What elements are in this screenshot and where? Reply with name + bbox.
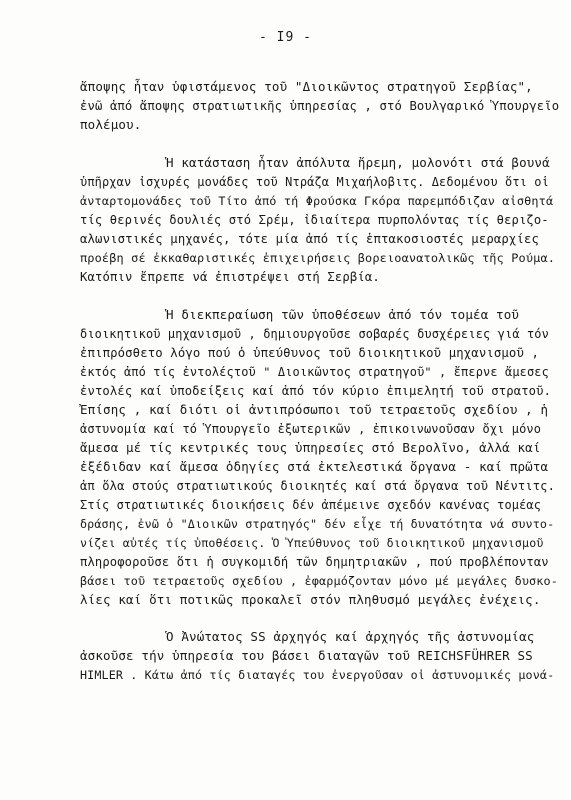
text-line: ἀσκοῦσε τήν ὑπηρεσία του βάσει διαταγῶν τοῦ REICHSFÜHRER SS bbox=[80, 648, 533, 663]
paragraph-start: Ἡ κατάσταση ἦταν ἀπόλυτα ἤρεμη, μολονότι στά βουνά bbox=[166, 155, 550, 170]
text-line: προέβη σέ ἐκκαθαριστικές ἐπιχειρήσεις βορειοανατολικῶς τῆς Ρούμα. bbox=[80, 251, 556, 265]
text-line: δράσης, ἐνῶ ὁ "Διοικῶν στρατηγός" δέν εἶχε τή δυνατότητα νά συντο- bbox=[80, 517, 555, 531]
page-number: - I9 - bbox=[259, 30, 312, 45]
paragraph-start: Ὁ Ἀνώτατος SS ἀρχηγός καί ἀρχηγός τῆς ἀστυνομίας bbox=[166, 629, 535, 644]
text-line: Στίς στρατιωτικές διοικήσεις δέν ἀπέμεινε σχεδόν κανένας τομέας bbox=[80, 498, 542, 512]
text-line: ἄποψης ἦταν ὑφιστάμενος τοῦ "Διοικῶντος στρατηγοῦ Σερβίας", bbox=[80, 79, 533, 94]
text-line: τίς θερινές δουλιές στό Σρέμ, ἰδιαίτερα πυρπολόντας τίς θεριζο- bbox=[80, 213, 549, 227]
text-line: ἀνταρτομονάδες τοῦ Τίτο ἀπό τή Φρούσκα Γκόρα παρεμπόδιζαν αἰσθητά bbox=[80, 194, 554, 208]
text-line: πληροφοροῦσε ὅτι ἡ συγκομιδή τῶν δημητριακῶν , πού προβλέπονταν bbox=[80, 555, 549, 569]
text-line: νίζει αὐτές τίς ὑποθέσεις. Ὁ Ὑπεύθυνος τοῦ διοικητικοῦ μηχανισμοῦ bbox=[80, 536, 544, 550]
text-line: πολέμου. bbox=[80, 117, 142, 132]
text-line: ἄμεσα μέ τίς κεντρικές τους ὑπηρεσίες στό Βερολῖνο, ἀλλά καί bbox=[80, 440, 541, 455]
text-line: διοικητικοῦ μηχανισμοῦ , δημιουργοῦσε σοβαρές δυσχέρειες γιά τόν bbox=[80, 327, 549, 341]
text-line: Ἐπίσης , καί διότι οἱ ἀντιπρόσωποι τοῦ τετραετοῦς σχεδίου , ἡ bbox=[80, 402, 549, 417]
text-line: Κατόπιν ἔπρεπε νά ἐπιστρέψει στή Σερβία. bbox=[80, 270, 380, 284]
text-line: ἀπ ὅλα στούς στρατιωτικούς διοικητές καί στά ὄργανα τοῦ Νέντιτς. bbox=[80, 479, 555, 493]
text-line: ὑπῆρχαν ἰσχυρές μονάδες τοῦ Ντράζα Μιχαήλοβιτς. Δεδομένου ὅτι οἱ bbox=[80, 175, 549, 189]
paragraph-start: Ἡ διεκπεραίωση τῶν ὑποθέσεων ἀπό τόν τομέα τοῦ bbox=[166, 307, 520, 322]
text-line: ἐντολές καί ὑποδείξεις καί ἀπό τόν κύριο ἐπιμελητή τοῦ στρατοῦ. bbox=[80, 384, 552, 398]
text-line: ἐπιπρόσθετο λόγο πού ὁ ὑπεύθυνος τοῦ διοικητικοῦ μηχανισμοῦ , bbox=[80, 346, 540, 360]
text-line: ἐνῶ ἀπό ἄποψης στρατιωτικῆς ὑπηρεσίας , στό Βουλγαρικό Ὑπουργεῖο bbox=[80, 99, 560, 113]
text-line: βάσει τοῦ τετραετοῦς σχεδίου , ἐφαρμόζονταν μόνο μέ μεγάλες δυσκο- bbox=[80, 574, 559, 588]
text-line: λίες καί ὅτι ποτικῶς προκαλεῖ στόν πληθυσμό μεγάλες ἐνέχεις. bbox=[80, 592, 541, 607]
text-line: ἐξέδιδαν καί ἄμεσα ὁδηγίες στά ἐκτελεστικά ὄργανα - καί πρῶτα bbox=[80, 459, 549, 474]
text-line: ἐκτός ἀπό τίς ἐντολέςτοῦ " Διοικῶντος στρατηγοῦ" , ἔπερνε ἄμεσες bbox=[80, 365, 549, 379]
text-line: HIMLER . Κάτω ἀπό τίς διαταγές του ἐνεργοῦσαν οἱ ἀστυνομικές μονά- bbox=[80, 668, 555, 682]
text-line: ἀστυνομία καί τό Ὑπουργεῖο ἐξωτερικῶν , ἐπικοινωνοῦσαν ὄχι μόνο bbox=[80, 422, 542, 436]
text-line: αλωνιστικές μηχανές, τότε μία ἀπό τίς ἑπτακοσιοστές μεραρχίες bbox=[80, 232, 540, 246]
